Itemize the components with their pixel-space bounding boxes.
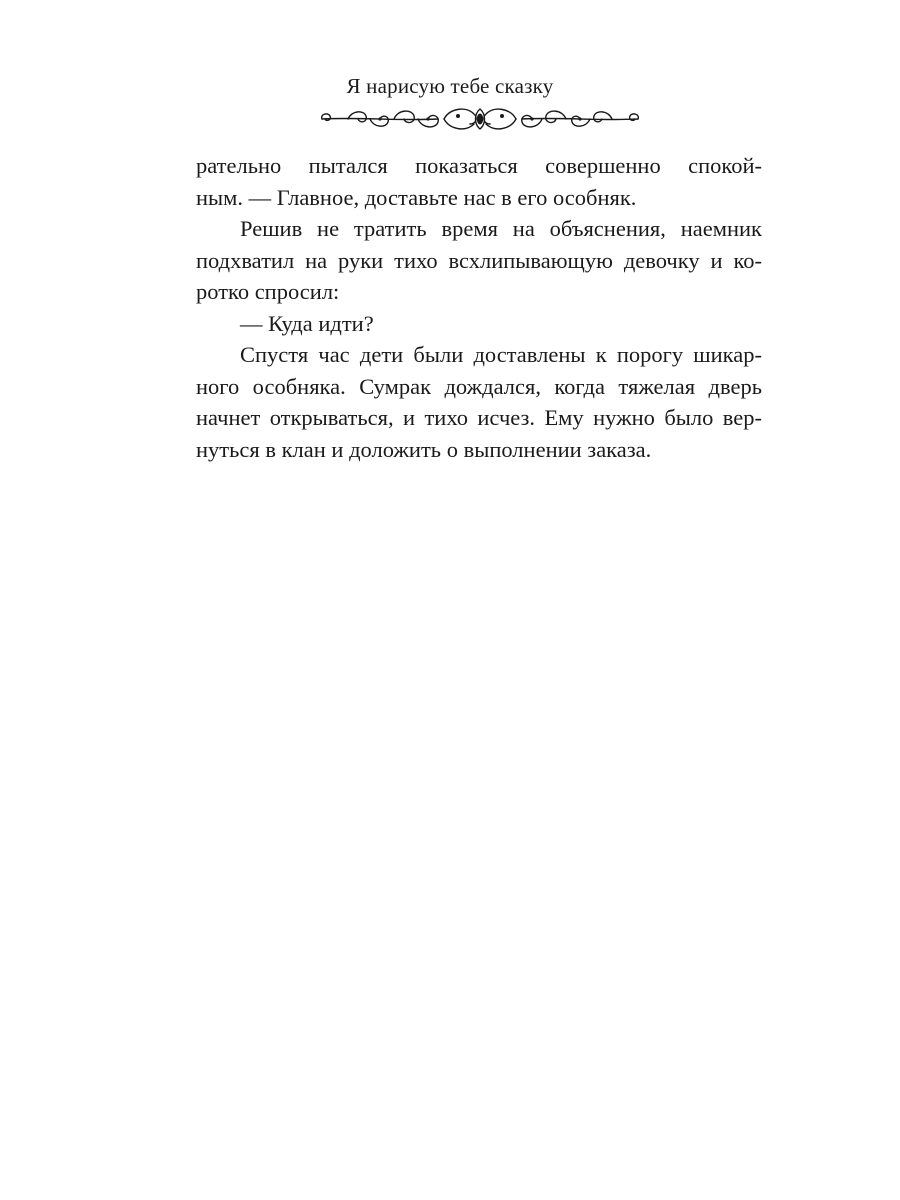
- text-line: рательно пытался показаться совершенно спокой-: [196, 153, 762, 178]
- text-line: Спустя час дети были доставлены к порогу шикар-: [240, 342, 762, 367]
- text-line: — Куда идти?: [240, 310, 374, 336]
- body-text: [196, 150, 762, 465]
- text-line: ного особняка. Сумрак дождался, когда тяжелая дверь: [196, 373, 762, 399]
- running-head: Я нарисую тебе сказку: [346, 74, 554, 98]
- text-line: ротко спросил:: [196, 279, 340, 304]
- flourish-ornament-icon: [318, 104, 642, 134]
- text-line: начнет открываться, и тихо исчез. Ему нужно было вер-: [196, 405, 762, 430]
- text-line: ным. — Главное, доставьте нас в его особняк.: [196, 184, 637, 210]
- text-line: Решив не тратить время на объяснения, наемник: [240, 216, 762, 241]
- text-line: подхватил на руки тихо всхлипывающую девочку и ко-: [196, 247, 762, 273]
- text-line: нуться в клан и доложить о выполнении заказа.: [196, 436, 652, 462]
